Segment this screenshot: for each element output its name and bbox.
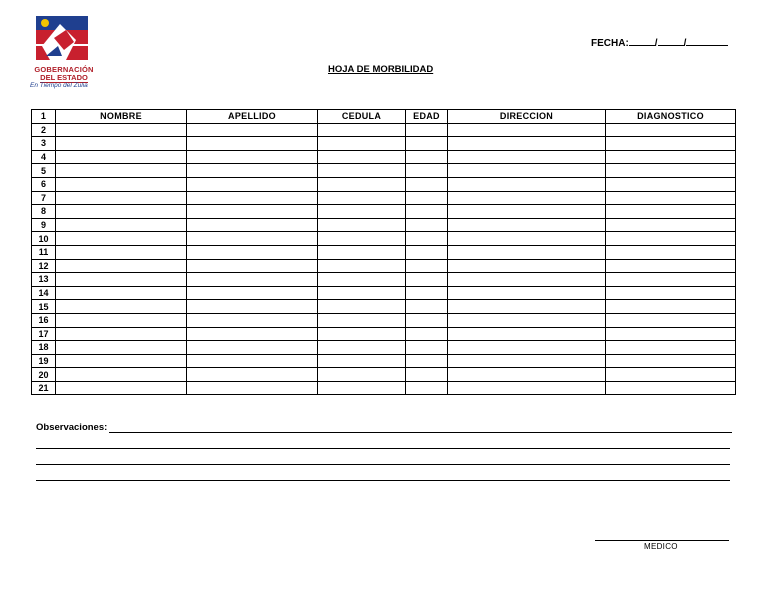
table-cell[interactable] <box>406 259 448 273</box>
table-cell[interactable] <box>318 273 406 287</box>
table-cell[interactable] <box>406 177 448 191</box>
table-row <box>32 191 736 205</box>
column-header-number: 1 <box>32 110 56 124</box>
table-row <box>32 327 736 341</box>
table-cell[interactable] <box>318 354 406 368</box>
table-cell[interactable] <box>187 164 318 178</box>
table-cell[interactable] <box>56 245 187 259</box>
table-row <box>32 273 736 287</box>
table-cell[interactable] <box>318 150 406 164</box>
table-cell[interactable] <box>56 191 187 205</box>
fecha-month-blank[interactable] <box>658 36 684 46</box>
table-cell[interactable] <box>56 286 187 300</box>
table-cell[interactable] <box>448 300 606 314</box>
table-cell[interactable] <box>56 259 187 273</box>
table-cell[interactable] <box>187 354 318 368</box>
table-cell[interactable] <box>187 286 318 300</box>
table-row <box>32 368 736 382</box>
table-cell[interactable] <box>318 381 406 395</box>
table-cell[interactable] <box>406 341 448 355</box>
table-cell[interactable] <box>187 300 318 314</box>
table-cell[interactable] <box>56 218 187 232</box>
table-cell[interactable] <box>318 313 406 327</box>
table-cell[interactable] <box>406 368 448 382</box>
row-number: 4 <box>32 150 56 164</box>
fecha-label: FECHA: <box>591 38 629 49</box>
table-cell[interactable] <box>406 205 448 219</box>
table-cell[interactable] <box>56 300 187 314</box>
table-row <box>32 259 736 273</box>
row-number: 8 <box>32 205 56 219</box>
observaciones-line[interactable] <box>109 423 732 433</box>
table-cell[interactable] <box>406 286 448 300</box>
table-cell[interactable] <box>318 245 406 259</box>
table-cell[interactable] <box>406 273 448 287</box>
table-cell[interactable] <box>448 273 606 287</box>
logo-text-del-estado: DEL ESTADO <box>40 73 88 82</box>
table-cell[interactable] <box>187 313 318 327</box>
table-header-row <box>32 110 736 124</box>
row-number: 11 <box>32 245 56 259</box>
table-cell[interactable] <box>606 123 736 137</box>
table-cell[interactable] <box>448 137 606 151</box>
table-cell[interactable] <box>56 381 187 395</box>
table-cell[interactable] <box>448 150 606 164</box>
table-cell[interactable] <box>318 368 406 382</box>
table-row <box>32 381 736 395</box>
row-number: 9 <box>32 218 56 232</box>
gobernacion-logo <box>30 16 110 92</box>
table-cell[interactable] <box>406 354 448 368</box>
logo-text-slogan: En Tiempo del Zulia <box>30 82 88 89</box>
table-cell[interactable] <box>56 205 187 219</box>
table-cell[interactable] <box>187 232 318 246</box>
table-cell[interactable] <box>318 137 406 151</box>
row-number: 10 <box>32 232 56 246</box>
table-cell[interactable] <box>606 341 736 355</box>
table-row <box>32 218 736 232</box>
table-cell[interactable] <box>187 259 318 273</box>
table-cell[interactable] <box>406 164 448 178</box>
observaciones-line[interactable] <box>36 480 730 481</box>
table-cell[interactable] <box>406 381 448 395</box>
table-cell[interactable] <box>56 177 187 191</box>
table-cell[interactable] <box>406 327 448 341</box>
fecha-separator: / <box>683 38 687 49</box>
table-cell[interactable] <box>187 177 318 191</box>
table-cell[interactable] <box>606 381 736 395</box>
morbidity-table <box>31 109 736 395</box>
table-cell[interactable] <box>406 300 448 314</box>
table-cell[interactable] <box>448 164 606 178</box>
column-header: APELLIDO <box>187 110 318 124</box>
table-cell[interactable] <box>187 327 318 341</box>
table-cell[interactable] <box>448 123 606 137</box>
table-cell[interactable] <box>606 137 736 151</box>
table-cell[interactable] <box>56 123 187 137</box>
table-row <box>32 341 736 355</box>
table-cell[interactable] <box>187 368 318 382</box>
column-header: NOMBRE <box>56 110 187 124</box>
table-cell[interactable] <box>318 300 406 314</box>
row-number: 15 <box>32 300 56 314</box>
table-cell[interactable] <box>187 381 318 395</box>
table-cell[interactable] <box>606 164 736 178</box>
table-cell[interactable] <box>606 150 736 164</box>
table-cell[interactable] <box>318 259 406 273</box>
table-row <box>32 205 736 219</box>
table-cell[interactable] <box>606 245 736 259</box>
table-row <box>32 232 736 246</box>
table-cell[interactable] <box>406 313 448 327</box>
row-number: 6 <box>32 177 56 191</box>
row-number: 18 <box>32 341 56 355</box>
table-cell[interactable] <box>448 191 606 205</box>
observaciones-line[interactable] <box>36 464 730 465</box>
table-cell[interactable] <box>606 313 736 327</box>
table-cell[interactable] <box>448 205 606 219</box>
table-cell[interactable] <box>187 273 318 287</box>
table-cell[interactable] <box>187 123 318 137</box>
table-cell[interactable] <box>448 259 606 273</box>
table-cell[interactable] <box>318 341 406 355</box>
table-cell[interactable] <box>406 150 448 164</box>
table-cell[interactable] <box>56 354 187 368</box>
table-cell[interactable] <box>187 341 318 355</box>
row-number: 3 <box>32 137 56 151</box>
table-cell[interactable] <box>318 164 406 178</box>
table-cell[interactable] <box>56 341 187 355</box>
table-cell[interactable] <box>187 137 318 151</box>
table-cell[interactable] <box>318 205 406 219</box>
table-cell[interactable] <box>56 368 187 382</box>
table-cell[interactable] <box>318 218 406 232</box>
table-cell[interactable] <box>318 123 406 137</box>
table-cell[interactable] <box>187 150 318 164</box>
column-header: DIRECCION <box>448 110 606 124</box>
table-cell[interactable] <box>318 232 406 246</box>
table-cell[interactable] <box>318 177 406 191</box>
logo-text-gobernacion: GOBERNACIÓN <box>34 65 94 74</box>
table-cell[interactable] <box>606 205 736 219</box>
table-cell[interactable] <box>56 164 187 178</box>
row-number: 12 <box>32 259 56 273</box>
table-cell[interactable] <box>56 273 187 287</box>
table-cell[interactable] <box>606 273 736 287</box>
table-cell[interactable] <box>56 313 187 327</box>
row-number: 5 <box>32 164 56 178</box>
fecha-day-blank[interactable] <box>629 36 655 46</box>
signature-label: MEDICO <box>644 542 678 551</box>
table-cell[interactable] <box>56 150 187 164</box>
row-number: 13 <box>32 273 56 287</box>
table-cell[interactable] <box>406 245 448 259</box>
table-cell[interactable] <box>187 191 318 205</box>
table-cell[interactable] <box>606 232 736 246</box>
table-cell[interactable] <box>448 286 606 300</box>
fecha-separator: / <box>654 38 658 49</box>
table-cell[interactable] <box>448 177 606 191</box>
table-cell[interactable] <box>448 341 606 355</box>
table-cell[interactable] <box>448 313 606 327</box>
observaciones-section <box>36 421 732 481</box>
table-cell[interactable] <box>606 327 736 341</box>
table-cell[interactable] <box>406 137 448 151</box>
table-cell[interactable] <box>448 368 606 382</box>
table-row <box>32 286 736 300</box>
table-cell[interactable] <box>448 232 606 246</box>
table-row <box>32 313 736 327</box>
fecha-field[interactable] <box>591 36 728 49</box>
table-cell[interactable] <box>448 245 606 259</box>
table-cell[interactable] <box>448 218 606 232</box>
table-cell[interactable] <box>318 286 406 300</box>
table-row <box>32 137 736 151</box>
coat-of-arms-icon <box>36 16 92 64</box>
row-number: 20 <box>32 368 56 382</box>
table-cell[interactable] <box>448 327 606 341</box>
row-number: 19 <box>32 354 56 368</box>
table-cell[interactable] <box>606 368 736 382</box>
table-cell[interactable] <box>448 381 606 395</box>
fecha-year-blank[interactable] <box>686 36 728 46</box>
table-cell[interactable] <box>406 218 448 232</box>
table-cell[interactable] <box>187 218 318 232</box>
row-number: 17 <box>32 327 56 341</box>
table-cell[interactable] <box>406 232 448 246</box>
table-cell[interactable] <box>187 245 318 259</box>
row-number: 21 <box>32 381 56 395</box>
observaciones-line[interactable] <box>36 448 730 449</box>
column-header: CEDULA <box>318 110 406 124</box>
table-cell[interactable] <box>606 218 736 232</box>
table-cell[interactable] <box>606 354 736 368</box>
signature-line[interactable] <box>595 540 729 541</box>
column-header: DIAGNOSTICO <box>606 110 736 124</box>
table-cell[interactable] <box>448 354 606 368</box>
table-row <box>32 164 736 178</box>
table-cell[interactable] <box>606 177 736 191</box>
row-number: 2 <box>32 123 56 137</box>
table-row <box>32 150 736 164</box>
table-cell[interactable] <box>187 205 318 219</box>
row-number: 16 <box>32 313 56 327</box>
table-body <box>32 123 736 395</box>
table-row <box>32 123 736 137</box>
page-title: HOJA DE MORBILIDAD <box>328 64 434 75</box>
table-row <box>32 354 736 368</box>
table-cell[interactable] <box>406 123 448 137</box>
table-cell[interactable] <box>56 232 187 246</box>
column-header: EDAD <box>406 110 448 124</box>
row-number: 7 <box>32 191 56 205</box>
table-cell[interactable] <box>318 327 406 341</box>
row-number: 14 <box>32 286 56 300</box>
observaciones-label: Observaciones: <box>36 422 108 433</box>
table-cell[interactable] <box>318 191 406 205</box>
table-row <box>32 177 736 191</box>
table-row <box>32 245 736 259</box>
table-cell[interactable] <box>606 300 736 314</box>
table-cell[interactable] <box>606 286 736 300</box>
table-cell[interactable] <box>606 259 736 273</box>
table-cell[interactable] <box>606 191 736 205</box>
table-cell[interactable] <box>56 137 187 151</box>
table-cell[interactable] <box>406 191 448 205</box>
table-row <box>32 300 736 314</box>
table-cell[interactable] <box>56 327 187 341</box>
